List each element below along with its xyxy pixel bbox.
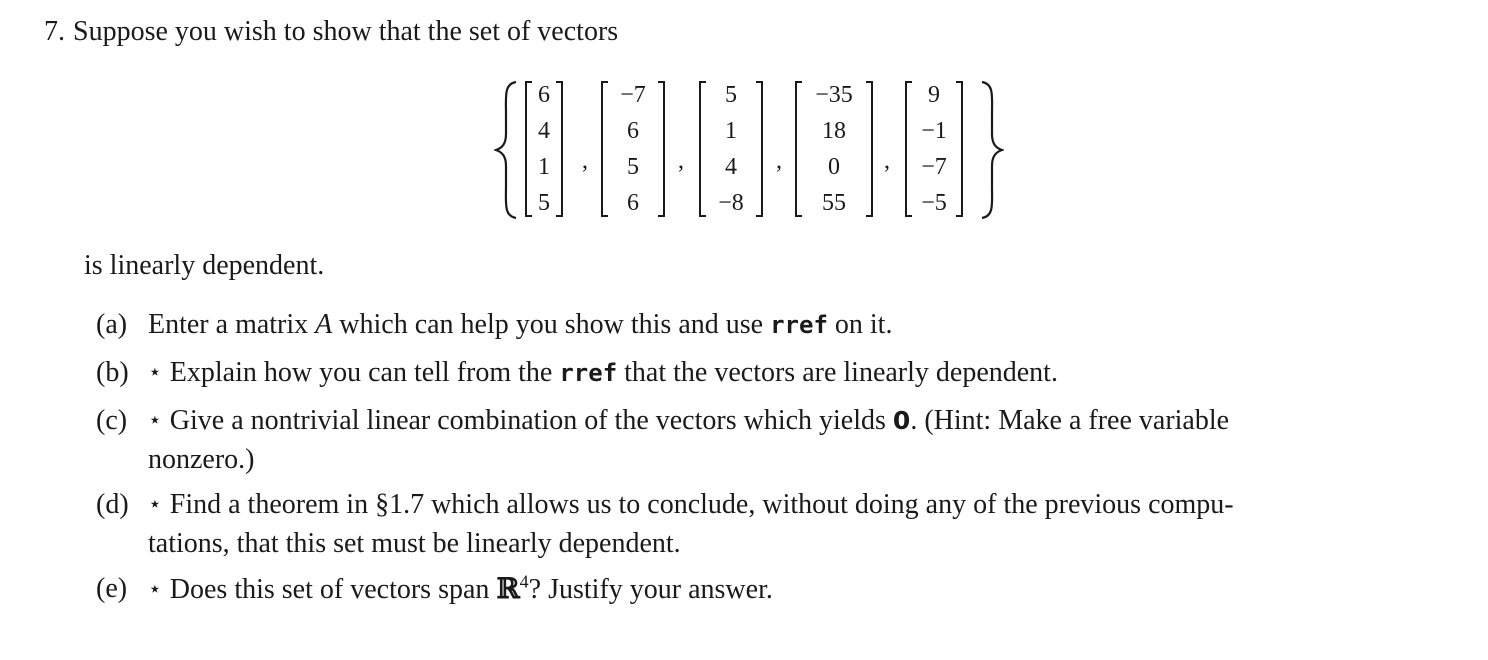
vector-4: [794, 80, 874, 218]
vector-entry: −7: [921, 154, 947, 180]
part-body: [148, 402, 1418, 479]
part-text: Enter a matrix: [148, 309, 316, 340]
part-body: [148, 306, 1418, 344]
intro-text: Suppose you wish to show that the set of vectors: [73, 16, 619, 47]
star-icon: ⋆: [148, 491, 162, 516]
part-text: Explain how you can tell from the: [169, 357, 560, 388]
part-text: nonzero.): [148, 444, 255, 475]
vector-set: [494, 74, 1004, 224]
part-label: (b): [96, 357, 129, 388]
separator: ,: [678, 148, 684, 174]
real-numbers-symbol: ℝ: [496, 572, 520, 605]
part-text: ? Justify your answer.: [528, 574, 773, 605]
conclusion-text: is linearly dependent.: [84, 250, 325, 281]
separator: ,: [776, 148, 782, 174]
star-icon: ⋆: [148, 407, 162, 432]
part-text: which can help you show this and use: [332, 309, 771, 340]
part-body: [148, 354, 1418, 393]
part-label: (a): [96, 309, 128, 340]
vector-entry: 6: [627, 190, 639, 216]
part-text: Find a theorem in §1.7 which allows us to conclude, without doing any of the previous compu-: [169, 489, 1234, 520]
vector-entry: 5: [627, 154, 639, 180]
part-body: [148, 570, 1418, 610]
vector-entry: 0: [828, 154, 840, 180]
part-label: (e): [96, 573, 128, 604]
code-rref: rref: [559, 359, 618, 387]
code-rref: rref: [770, 311, 828, 339]
separator: ,: [884, 148, 890, 174]
vector-entry: 4: [725, 154, 737, 180]
vector-entry: 1: [538, 154, 550, 180]
vector-entry: 4: [538, 118, 550, 144]
matrix-variable: A: [315, 309, 333, 340]
star-icon: ⋆: [148, 359, 162, 384]
dimension-exponent: 4: [519, 571, 529, 592]
part-text: on it.: [827, 309, 893, 340]
part-text: Give a nontrivial linear combination of the vectors which yields: [169, 405, 893, 436]
vector-2: [600, 80, 666, 218]
part-text: Does this set of vectors span: [169, 574, 497, 605]
part-text: that the vectors are linearly dependent.: [617, 357, 1058, 388]
part-text: . (Hint: Make a free variable: [910, 405, 1230, 436]
part-label: (c): [96, 405, 128, 436]
vector-entry: 6: [627, 118, 639, 144]
zero-vector: 0: [892, 406, 911, 435]
part-body: [148, 486, 1418, 563]
vector-entry: 18: [822, 118, 846, 144]
right-set-brace: [982, 82, 1002, 218]
vector-5: [904, 80, 964, 218]
vector-1: [524, 80, 564, 218]
vector-entry: −8: [718, 190, 744, 216]
vector-entry: −35: [815, 82, 853, 108]
part-label: (d): [96, 489, 129, 520]
vector-entry: 6: [538, 82, 550, 108]
vector-entry: −7: [620, 82, 646, 108]
vector-3: [698, 80, 764, 218]
problem-intro: [44, 12, 618, 52]
vector-entry: 55: [822, 190, 846, 216]
vector-entry: −1: [921, 118, 947, 144]
vector-entry: 1: [725, 118, 737, 144]
problem-number: 7.: [44, 16, 65, 47]
left-set-brace: [496, 82, 516, 218]
vector-entry: −5: [921, 190, 947, 216]
part-text: tations, that this set must be linearly dependent.: [148, 528, 681, 559]
vector-entry: 5: [725, 82, 737, 108]
vector-entry: 5: [538, 190, 550, 216]
star-icon: ⋆: [148, 576, 162, 601]
vector-entry: 9: [928, 82, 940, 108]
separator: ,: [582, 148, 588, 174]
